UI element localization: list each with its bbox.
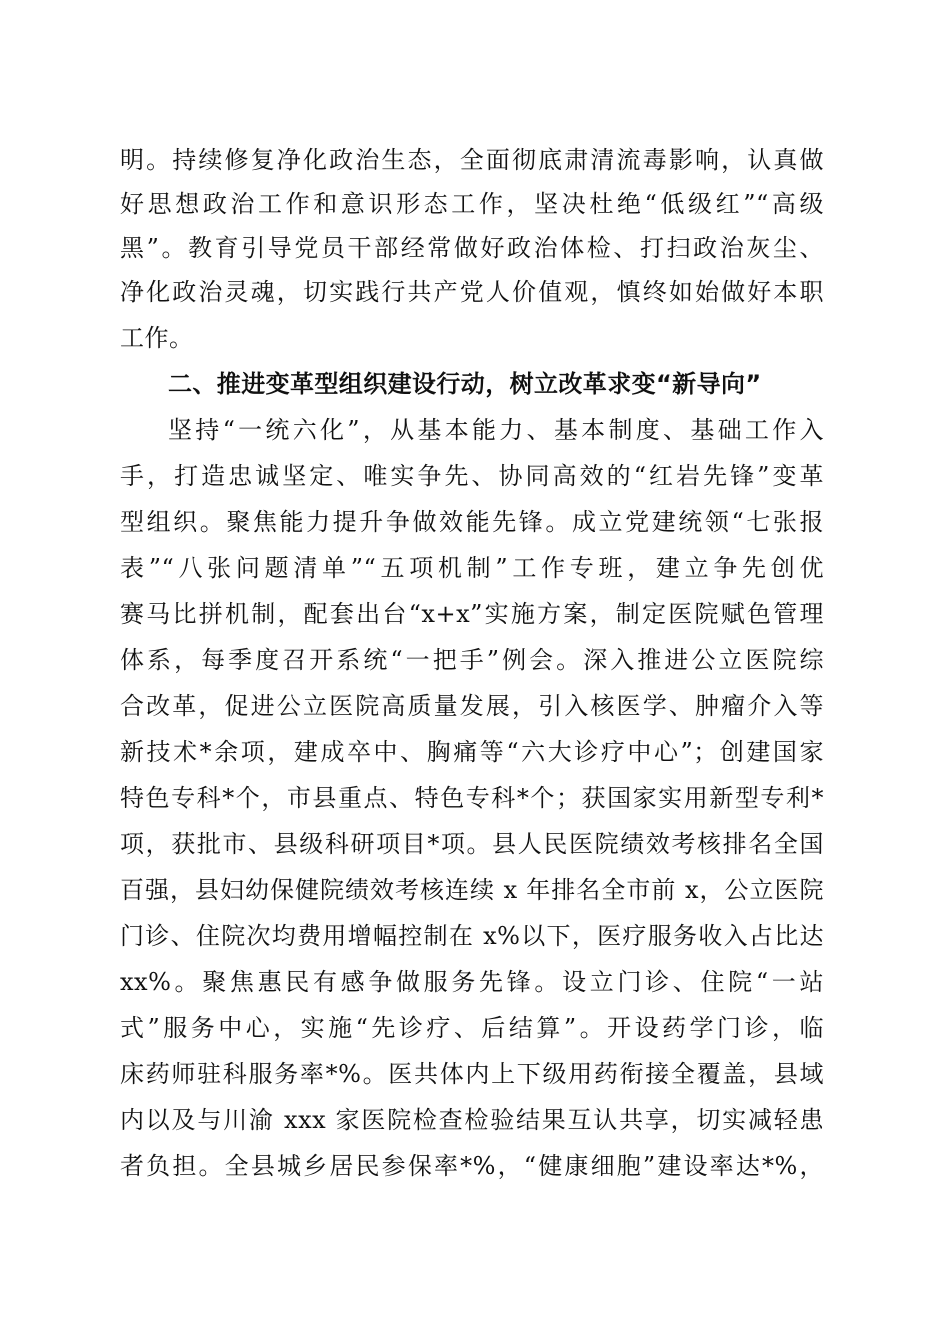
paragraph-line: 式”服务中心，实施“先诊疗、后结算”。开设药学门诊，临 <box>120 1014 824 1042</box>
paragraph-line: 表”“八张问题清单”“五项机制”工作专班，建立争先创优 <box>120 554 824 582</box>
paragraph-line: 工作。 <box>120 324 194 352</box>
paragraph-line: 者负担。全县城乡居民参保率*%，“健康细胞”建设率达*%， <box>120 1152 824 1180</box>
paragraph-line: 特色专科*个，市县重点、特色专科*个；获国家实用新型专利* <box>120 784 824 812</box>
paragraph-line: 新技术*余项，建成卒中、胸痛等“六大诊疗中心”；创建国家 <box>120 738 824 766</box>
section-heading: 二、推进变革型组织建设行动，树立改革求变“新导向” <box>168 370 762 398</box>
paragraph-line: 黑”。教育引导党员干部经常做好政治体检、打扫政治灰尘、 <box>120 234 824 262</box>
paragraph-line: 型组织。聚焦能力提升争做效能先锋。成立党建统领“七张报 <box>120 508 824 536</box>
paragraph-line: 赛马比拼机制，配套出台“x+x”实施方案，制定医院赋色管理 <box>120 600 824 628</box>
paragraph-line: 坚持“一统六化”，从基本能力、基本制度、基础工作入 <box>168 416 824 444</box>
paragraph-line: 净化政治灵魂，切实践行共产党人价值观，慎终如始做好本职 <box>120 278 824 306</box>
paragraph-line: 内以及与川渝 xxx 家医院检查检验结果互认共享，切实减轻患 <box>120 1106 824 1134</box>
paragraph-line: 手，打造忠诚坚定、唯实争先、协同高效的“红岩先锋”变革 <box>120 462 824 490</box>
paragraph-line: 百强，县妇幼保健院绩效考核连续 x 年排名全市前 x，公立医院 <box>120 876 824 904</box>
paragraph-line: 合改革，促进公立医院高质量发展，引入核医学、肿瘤介入等 <box>120 692 824 720</box>
paragraph-line: 门诊、住院次均费用增幅控制在 x%以下，医疗服务收入占比达 <box>120 922 824 950</box>
paragraph-line: 体系，每季度召开系统“一把手”例会。深入推进公立医院综 <box>120 646 824 674</box>
paragraph-line: xx%。聚焦惠民有感争做服务先锋。设立门诊、住院“一站 <box>120 968 824 996</box>
paragraph-line: 项，获批市、县级科研项目*项。县人民医院绩效考核排名全国 <box>120 830 824 858</box>
paragraph-line: 床药师驻科服务率*%。医共体内上下级用药衔接全覆盖，县域 <box>120 1060 824 1088</box>
paragraph-line: 好思想政治工作和意识形态工作，坚决杜绝“低级红”“高级 <box>120 190 824 218</box>
paragraph-line: 明。持续修复净化政治生态，全面彻底肃清流毒影响，认真做 <box>120 146 824 174</box>
